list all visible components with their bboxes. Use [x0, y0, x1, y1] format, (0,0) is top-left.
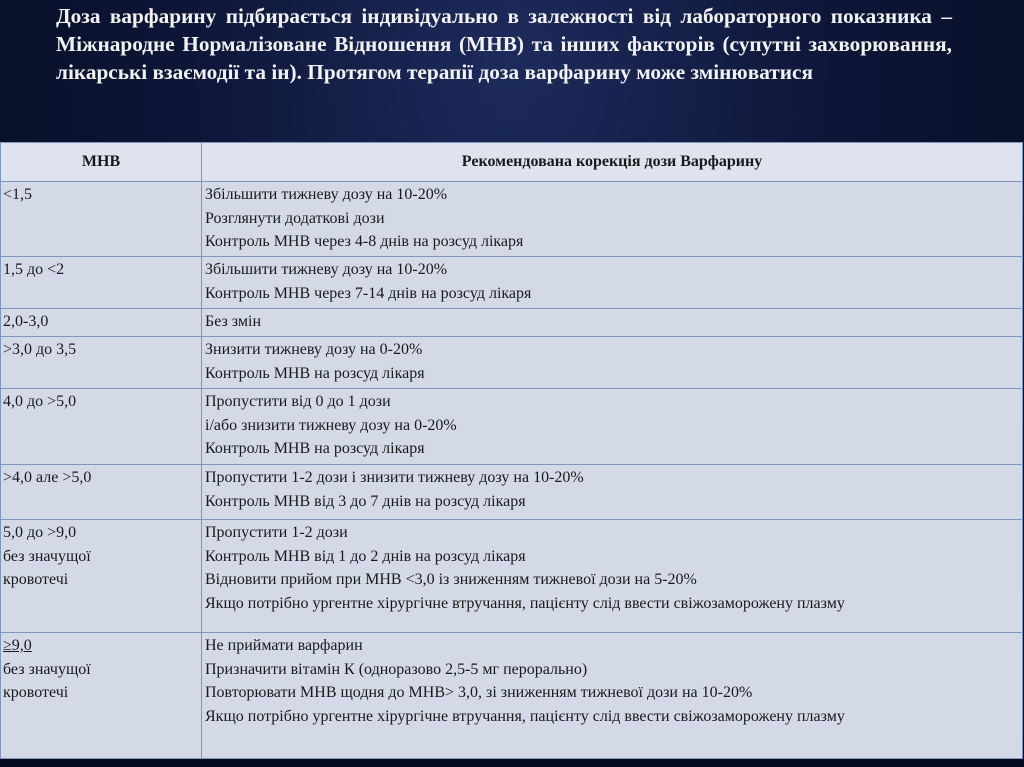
table-row — [1, 465, 1023, 520]
correction-line: Розглянути додаткові дози — [205, 209, 385, 227]
correction-cell — [202, 465, 1023, 520]
inr-cell — [1, 182, 202, 257]
inr-value: 4,0 до >5,0 — [3, 393, 77, 410]
correction-line: Контроль МНВ на розсуд лікаря — [205, 364, 425, 382]
header-inr: МНВ — [1, 143, 202, 182]
inr-cell — [1, 633, 202, 759]
table-row — [1, 389, 1023, 465]
inr-value: ≥9,0 — [3, 637, 32, 654]
table-row — [1, 182, 1023, 257]
correction-line: Пропустити 1-2 дози і знизити тижневу дозу на 10-20% — [205, 469, 584, 486]
correction-cell — [202, 520, 1023, 633]
correction-line: Збільшити тижневу дозу на 10-20% — [205, 261, 448, 278]
inr-cell — [1, 520, 202, 633]
inr-value: 5,0 до >9,0 — [3, 524, 77, 541]
inr-value: <1,5 — [3, 186, 33, 203]
correction-line: Якщо потрібно ургентне хірургічне втручання, пацієнту слід ввести свіжозаморожену плазму — [205, 595, 845, 613]
inr-cell — [1, 257, 202, 309]
correction-cell — [202, 389, 1023, 465]
correction-line: Без змін — [205, 313, 262, 330]
table-row — [1, 257, 1023, 309]
table-row — [1, 337, 1023, 389]
inr-dose-table — [0, 142, 1023, 759]
correction-line: Знизити тижневу дозу на 0-20% — [205, 341, 423, 358]
header-correction: Рекомендована корекція дози Варфарину — [202, 143, 1023, 182]
correction-line: Контроль МНВ від 3 до 7 днів на розсуд лікаря — [205, 492, 526, 510]
table-row — [1, 520, 1023, 633]
table-row — [1, 309, 1023, 337]
correction-line: Повторювати МНВ щодня до МНВ> 3,0, зі зниженням тижневої дози на 10-20% — [205, 684, 753, 702]
inr-note: кровотечі — [3, 571, 69, 589]
inr-value: 2,0-3,0 — [3, 313, 49, 330]
correction-line: Відновити прийом при МНВ <3,0 із зниженням тижневої дози на 5-20% — [205, 571, 697, 589]
correction-line: Контроль МНВ через 7-14 днів на розсуд лікаря — [205, 284, 532, 302]
correction-line: Збільшити тижневу дозу на 10-20% — [205, 186, 448, 203]
correction-line: Пропустити 1-2 дози — [205, 524, 348, 541]
table-row — [1, 633, 1023, 759]
inr-note: без значущої — [3, 660, 91, 678]
inr-note: кровотечі — [3, 684, 69, 702]
inr-value: >3,0 до 3,5 — [3, 341, 77, 358]
correction-line: Контроль МНВ від 1 до 2 днів на розсуд лікаря — [205, 547, 526, 565]
inr-cell — [1, 465, 202, 520]
correction-cell — [202, 337, 1023, 389]
correction-line: Контроль МНВ через 4-8 днів на розсуд лікаря — [205, 233, 524, 251]
inr-value: >4,0 але >5,0 — [3, 469, 92, 486]
correction-cell — [202, 633, 1023, 759]
inr-cell — [1, 309, 202, 337]
correction-line: Призначити вітамін К (одноразово 2,5-5 мг перорально) — [205, 660, 588, 678]
correction-line: і/або знизити тижневу дозу на 0-20% — [205, 416, 457, 434]
correction-cell — [202, 257, 1023, 309]
table-header-row — [1, 143, 1023, 182]
inr-note: без значущої — [3, 547, 91, 565]
correction-cell — [202, 309, 1023, 337]
correction-line: Не приймати варфарин — [205, 637, 363, 654]
correction-line: Якщо потрібно ургентне хірургічне втручання, пацієнту слід ввести свіжозаморожену плазму — [205, 708, 845, 726]
inr-value: 1,5 до <2 — [3, 261, 65, 278]
table-container — [0, 142, 1024, 767]
inr-cell — [1, 337, 202, 389]
correction-line: Пропустити від 0 до 1 дози — [205, 393, 391, 410]
correction-cell — [202, 182, 1023, 257]
slide-title: Доза варфарину підбирається індивідуально в залежності від лабораторного показника – Міжнародне Нормалізоване Відношення (МНВ) та інших факторів (супутні захворювання, лікарські взаємодії та ін). Протягом терапії доза варфарину може змінюватися — [56, 4, 952, 84]
inr-cell — [1, 389, 202, 465]
correction-line: Контроль МНВ на розсуд лікаря — [205, 440, 425, 458]
